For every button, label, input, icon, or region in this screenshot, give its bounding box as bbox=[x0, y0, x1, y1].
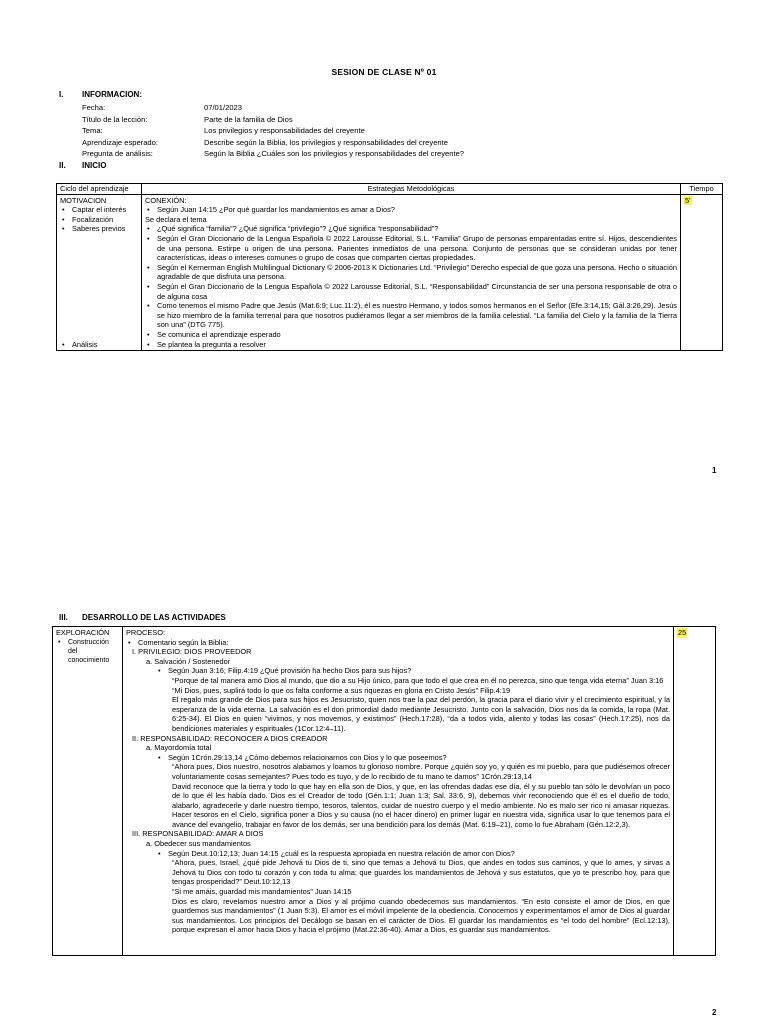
list-item: • Se comunica el aprendizaje esperado bbox=[145, 330, 677, 340]
section-info-number: I. bbox=[59, 90, 64, 99]
quote-text: “Mi Dios, pues, suplirá todo lo que os falta conforme a sus riquezas en gloria en Cristo Jesús” Filip.4:19 bbox=[172, 685, 511, 695]
info-value: Parte de la familia de Dios bbox=[204, 114, 293, 124]
quote-text: “Porque de tal manera amó Dios al mundo, que dio a su Hijo único, para que todo el que crea en él no perezca, sino que tenga vida eterna” Juan 3:16 bbox=[172, 675, 664, 685]
section-desarrollo-heading: DESARROLLO DE LAS ACTIVIDADES bbox=[82, 613, 226, 622]
ciclo-item: • Focalización bbox=[60, 215, 138, 225]
info-label: Aprendizaje esperado: bbox=[82, 137, 158, 147]
section-desarrollo-number: III. bbox=[59, 613, 68, 622]
ciclo-item: • Saberes previos bbox=[60, 224, 138, 234]
section-info-heading: INFORMACION: bbox=[82, 90, 142, 99]
info-value: Los privilegios y responsabilidades del creyente bbox=[204, 126, 365, 135]
tiempo-cell bbox=[674, 627, 716, 956]
exploracion-title: EXPLORACIÓN bbox=[56, 628, 110, 637]
question-item: • Según 1Crón.29:13,14 ¿Cómo debemos relacionarnos con Dios y lo que poseemos? bbox=[156, 753, 670, 763]
paragraph-text: Dios es claro, revelamos nuestro amor a Dios y al prójimo cuando obedecemos sus mandamientos. “En esto consiste el amor de Dios, en que guardemos sus mandamientos” (1 Juan 5:3). El amor es el móvil impelente de la obediencia. Conocemos y experimentamos el amor de Dios al guardar sus mandamientos. Los principios del Decálogo se basan en el carácter de Dios. El guardar los mandamientos es “el todo del hombre” (Ecl.12:13), porque expresan el amor hacia Dios y hacia el prójimo (Mat.22:36-40). Amar a Dios, es guardar sus mandamientos. bbox=[172, 896, 670, 935]
header-tiempo: Tiempo bbox=[681, 184, 723, 195]
info-row bbox=[82, 148, 464, 160]
ciclo-list bbox=[60, 205, 138, 234]
list-item: • Comentario según la Biblia: bbox=[126, 638, 670, 648]
info-row bbox=[82, 137, 464, 149]
question-item: • Según Juan 3:16; Filip.4:19 ¿Qué provisión ha hecho Dios para sus hijos? bbox=[156, 666, 670, 676]
section-inicio-number: II. bbox=[59, 161, 66, 170]
list-item: • Se plantea la pregunta a resolver bbox=[145, 340, 677, 350]
desarrollo-table bbox=[52, 626, 716, 956]
ciclo-cell bbox=[57, 194, 142, 351]
estrategias-list bbox=[145, 224, 677, 349]
question-list bbox=[126, 753, 670, 763]
quote-text: “Si me amáis, guardad mis mandamientos” Juan 14:15 bbox=[172, 887, 352, 897]
estrategias-cell bbox=[142, 194, 681, 351]
page-number: 1 bbox=[712, 466, 717, 475]
inicio-table bbox=[56, 183, 723, 351]
tiempo-cell bbox=[681, 194, 723, 351]
quote-text: “Ahora, pues, Israel, ¿qué pide Jehová tu Dios de ti, sino que temas a Jehová tu Dios, que andes en todos sus caminos, y que lo ames, y sirvas a Jehová tu Dios con todo tu corazón y con toda tu alma; que guardes los mandamientos de Jehová y sus estatutos, que yo te prescribo hoy, para que tengas prosperidad?” Deut.10:12,13 bbox=[172, 858, 670, 887]
info-value: Describe según la Biblia, los privilegios y responsabilidades del creyente bbox=[204, 137, 448, 147]
info-row bbox=[82, 125, 464, 137]
subsection-heading: III. RESPONSABILIDAD: AMAR A DIOS bbox=[132, 829, 264, 839]
header-estrategias: Estrategias Metodológicas bbox=[142, 184, 681, 195]
table-row bbox=[53, 627, 716, 956]
table-row bbox=[57, 194, 723, 351]
info-value: 07/01/2023 bbox=[204, 103, 243, 112]
proceso-label: PROCESO: bbox=[126, 628, 166, 637]
table-header-row bbox=[57, 184, 723, 195]
subsection-item: a. Mayordomía total bbox=[146, 743, 212, 753]
header-ciclo: Ciclo del aprendizaje bbox=[57, 184, 142, 195]
subsection-item: a. Obedecer sus mandamientos bbox=[146, 839, 251, 849]
info-value: Según la Biblia ¿Cuáles son los privilegios y responsabilidades del creyente? bbox=[204, 149, 465, 158]
section-inicio-heading: INICIO bbox=[82, 161, 107, 170]
time-badge: 25 bbox=[678, 628, 687, 637]
info-label: Tema: bbox=[82, 126, 103, 135]
list-item: • ¿Qué significa “familia”? ¿Qué significa “privilegio”? ¿Qué significa “responsabilidad”? bbox=[145, 224, 677, 234]
proceso-cell bbox=[123, 627, 674, 956]
exploracion-item: • Construcción del conocimiento bbox=[56, 638, 119, 665]
subsection-heading: I. PRIVILEGIO: DIOS PROVEEDOR bbox=[132, 647, 252, 657]
time-badge: 5' bbox=[685, 195, 691, 205]
paragraph-text: David reconoce que la tierra y todo lo que hay en ella son de Dios, y que, en las ofrendas dadas ese día, él y su pueblo tan sólo le devolvían un poco de lo que él les había dado. Dios es el Creador de todo (Gén.1:1; Juan 1:3; Sal. 33:6, 9), debemos vivir reconociendo que él es el dueño de todo, alabarlo, agradecerle y darle nuestro tiempo, tesoros, talentos, cuidar de nuestro cuerpo y el medio ambiente. No es malo ser rico ni amasar riquezas. Hacer tesoros en el Cielo, significa poner a Dios y su causa (no el hacer dinero) en primer lugar en nuestra vida, significa usar lo que tenemos para el avance del evangelio, trabajar en favor de los demás, ser una bendición para los demás (Mat. 6:19–21), como lo fue Abraham (Gén.12:2,3). bbox=[172, 781, 670, 829]
exploracion-cell bbox=[53, 627, 123, 956]
ciclo-item: • Análisis bbox=[60, 340, 97, 350]
info-label: Fecha: bbox=[82, 103, 106, 112]
declare-text: Se declara el tema bbox=[145, 214, 207, 224]
quote-text: “Ahora pues, Dios nuestro, nosotros alabamos y loamos tu glorioso nombre. Porque ¿quién soy yo, y quién es mi pueblo, para que pudiésemos ofrecer voluntariamente cosas semejantes? Pues todo es tuyo, y de lo recibido de tu mano te damos” 1Crón.29:13,14 bbox=[172, 762, 670, 781]
question-list bbox=[126, 849, 670, 859]
exploracion-list bbox=[56, 638, 119, 665]
subsection-item: a. Salvación / Sostenedor bbox=[146, 656, 231, 666]
info-row bbox=[82, 114, 464, 126]
list-item: • Según el Gran Diccionario de la Lengua Española © 2022 Larousse Editorial, S.L. “Familia” Grupo de personas emparentadas entre sí. Hijos, descendientes de una persona. Estirpe u origen de una persona. Parientes inmediatos de una persona. Conjunto de personas que se consideran unidas por tener características, ideas o intereses comunes o grupo de cosas que comparten ciertas propiedades. bbox=[145, 234, 677, 263]
info-label: Pregunta de análisis: bbox=[82, 149, 153, 158]
page-title: SESION DE CLASE Nº 01 bbox=[331, 67, 437, 77]
info-row bbox=[82, 102, 464, 114]
question-item: • Según Deut.10:12,13; Juan 14:15 ¿cuál es la respuesta apropiada en nuestra relación de amor con Dios? bbox=[156, 849, 670, 859]
list-item: • Según el Gran Diccionario de la Lengua Española © 2022 Larousse Editorial, S.L. “Responsabilidad” Circunstancia de ser una persona responsable de otra o de alguna cosa bbox=[145, 282, 677, 301]
ciclo-item: • Captar el interés bbox=[60, 205, 138, 215]
paragraph-text: El regalo más grande de Dios para sus hijos es Jesucristo, quien nos trae la paz del perdón, la gracia para el diario vivir y el crecimiento espiritual, y la esperanza de la vida eterna. La salvación es el don primordial dado mediante Jesucristo. Junto con la salvación, Dios nos da la comida, la ropa (Mat. 6:25-34). El Dios en quien “vivimos, y nos movemos, y existimos” (Hech.17:28), “da a todos vida, aliento y todas las cosas” (Hech.17:25), nos da bendiciones materiales y espirituales (1Cor.12:4–11). bbox=[172, 695, 670, 733]
info-table bbox=[82, 102, 464, 160]
page-number: 2 bbox=[712, 1008, 717, 1017]
conexion-label: CONEXIÓN: bbox=[145, 195, 187, 205]
ciclo-motivacion: MOTIVACION bbox=[60, 195, 107, 205]
subsection-heading: II. RESPONSABILIDAD: RECONOCER A DIOS CREADOR bbox=[132, 733, 328, 743]
question-list bbox=[126, 666, 670, 676]
ciclo-list-analisis bbox=[60, 340, 97, 350]
list-item: • Según Juan 14:15 ¿Por qué guardar los mandamientos es amar a Dios? bbox=[145, 205, 677, 215]
estrategias-list bbox=[145, 205, 677, 215]
proceso-list bbox=[126, 638, 670, 648]
list-item: • Como tenemos el mismo Padre que Jesús (Mat.6:9; Luc.11:2), él es nuestro Hermano, y todos somos hermanos en el Señor (Efe.3:14,15; Gál.3:26,29). Jesús se hizo miembro de la familia terrenal para que nosotros pudiéramos llegar a ser miembros de la familia celestial. “La familia del Cielo y la familia de la Tierra son una” (DTG 775). bbox=[145, 301, 677, 330]
info-label: Título de la lección: bbox=[82, 114, 148, 124]
list-item: • Según el Kernerman English Multilingual Dictionary © 2006-2013 K Dictionaries Ltd. “Privilegio” Derecho especial de que goza una persona. Hecho o situación agradable de que disfruta una persona. bbox=[145, 263, 677, 282]
